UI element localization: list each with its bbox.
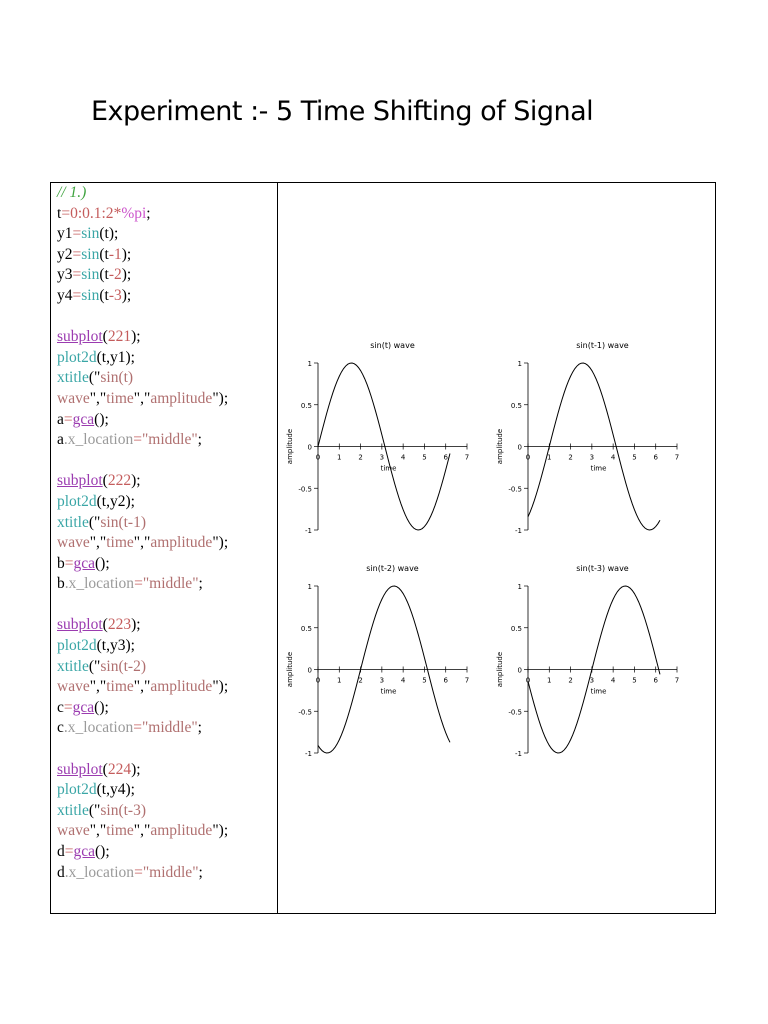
code-token: t,y3 — [101, 637, 126, 655]
x-tick-label: 3 — [589, 676, 595, 685]
code-line-plot2d — [57, 780, 275, 801]
code-token: ( — [96, 492, 102, 510]
code-token: xtitle — [57, 801, 89, 819]
code-line-subplot — [57, 760, 275, 781]
code-token: subplot — [57, 616, 103, 634]
code-token: -3 — [108, 286, 122, 304]
code-token: b — [57, 554, 65, 572]
x-tick-label: 2 — [568, 676, 573, 685]
code-token: ( — [96, 348, 102, 366]
code-token: .x_location — [64, 863, 135, 881]
y-tick-label: 1 — [307, 360, 312, 368]
table-divider — [277, 182, 278, 914]
code-line-plot2d — [57, 348, 275, 369]
y-tick-label: -1 — [515, 527, 522, 535]
code-token: c — [57, 719, 64, 737]
code-token: t — [104, 286, 109, 304]
code-token: a — [57, 410, 64, 428]
x-tick-label: 7 — [464, 453, 470, 462]
code-token: ); — [121, 286, 132, 304]
code-token: = — [63, 410, 73, 428]
code-token: = — [134, 575, 143, 593]
x-tick-label: 3 — [379, 453, 385, 462]
y-tick-label: -0.5 — [508, 485, 522, 494]
code-token: = — [61, 204, 71, 222]
y-tick-label: 1 — [307, 583, 312, 591]
code-line-subplot — [57, 327, 275, 348]
code-token: sin(t-3) — [100, 801, 146, 819]
code-token: = — [63, 698, 73, 716]
code-token: subplot — [57, 472, 103, 490]
code-token: a — [57, 431, 64, 449]
chart-title: sin(t-3) wave — [576, 564, 629, 573]
x-tick-label: 4 — [400, 453, 406, 462]
code-token: y4 — [57, 286, 73, 304]
y-tick-label: -1 — [305, 750, 312, 758]
code-line-xtitle-cont — [57, 821, 275, 842]
y-axis-label: amplitude — [496, 428, 504, 465]
code-token: y1 — [57, 225, 73, 243]
code-token: (" — [88, 801, 101, 819]
code-token: "middle" — [141, 719, 198, 737]
code-line-xtitle-cont — [57, 677, 275, 698]
code-token: -1 — [108, 245, 122, 263]
code-token: (); — [95, 843, 110, 860]
code-token: .x_location — [64, 575, 135, 593]
y-tick-label: 1 — [517, 583, 522, 591]
x-tick-label: 0 — [525, 676, 531, 685]
code-token: sin — [81, 245, 100, 263]
code-token: ; — [197, 431, 202, 449]
code-token: plot2d — [57, 781, 97, 799]
chart-title: sin(t) wave — [370, 341, 415, 350]
code-token: ; — [198, 863, 203, 881]
code-token: 221 — [107, 328, 132, 346]
code-blank — [57, 451, 275, 472]
code-token: (); — [94, 410, 109, 428]
code-line-xtitle — [57, 801, 275, 822]
code-token: .x_location — [63, 719, 134, 737]
page-title: Experiment :- 5 Time Shifting of Signal — [91, 96, 594, 127]
code-token: ( — [99, 286, 105, 304]
code-token: sin — [81, 225, 100, 243]
code-token: .x_location — [63, 431, 134, 449]
code-token: wave — [57, 534, 90, 552]
code-line-plot2d — [57, 636, 275, 657]
code-line-t — [57, 204, 275, 225]
code-blank — [57, 739, 275, 760]
x-tick-label: 7 — [464, 676, 470, 685]
code-line-gca — [57, 410, 275, 431]
code-token: subplot — [57, 760, 103, 778]
code-token: (); — [95, 554, 110, 572]
code-token: t — [57, 204, 62, 222]
code-line-xloc — [57, 430, 275, 451]
code-token: // 1.) — [57, 184, 87, 201]
code-token: ); — [131, 616, 141, 634]
code-blank — [57, 595, 275, 616]
x-tick-label: 0 — [315, 453, 321, 462]
y-tick-label: 0 — [307, 443, 312, 452]
code-token: gca — [73, 554, 96, 572]
code-token: c — [57, 698, 64, 716]
code-line-xloc — [57, 718, 275, 739]
x-tick-label: 5 — [422, 676, 427, 685]
code-token: "middle" — [142, 575, 199, 593]
y-tick-label: 0.5 — [300, 624, 312, 633]
code-token: wave — [57, 678, 90, 696]
code-line-gca — [57, 698, 275, 719]
code-token: time — [106, 534, 134, 552]
code-token: ( — [102, 472, 108, 490]
code-token: t — [104, 266, 109, 284]
code-token: 222 — [107, 472, 132, 490]
y-axis-label: amplitude — [286, 651, 294, 688]
x-axis-label: time — [380, 464, 397, 473]
code-token: "," — [133, 534, 151, 552]
code-token: sin(t-2) — [100, 657, 146, 675]
chart-panel — [496, 341, 679, 535]
code-token: (" — [88, 657, 101, 675]
code-token: = — [133, 431, 142, 449]
code-token: sin(t-1) — [100, 513, 146, 531]
code-line-gca — [57, 554, 275, 575]
code-line-xtitle-cont — [57, 389, 275, 410]
x-tick-label: 5 — [422, 453, 427, 462]
code-token: "," — [133, 822, 151, 840]
code-line-xtitle — [57, 368, 275, 389]
x-tick-label: 4 — [610, 676, 616, 685]
code-token: "," — [133, 678, 151, 696]
code-line-subplot — [57, 471, 275, 492]
code-line-gca — [57, 842, 275, 863]
code-token: wave — [57, 822, 90, 840]
y-tick-label: -0.5 — [298, 485, 312, 494]
x-axis-label: time — [590, 687, 607, 696]
code-token: ); — [121, 266, 132, 284]
code-token: "); — [212, 678, 229, 696]
x-tick-label: 6 — [653, 453, 658, 462]
code-token: = — [133, 719, 142, 737]
code-token: ( — [99, 266, 105, 284]
code-token: "middle" — [141, 431, 198, 449]
code-token: "); — [212, 822, 229, 840]
x-tick-label: 0 — [315, 676, 321, 685]
code-line-y2 — [57, 245, 275, 266]
code-line-xloc — [57, 863, 275, 884]
y-tick-label: -1 — [305, 527, 312, 535]
code-token: wave — [57, 389, 90, 407]
x-tick-label: 6 — [653, 676, 658, 685]
code-token: ); — [125, 781, 135, 799]
code-token: ); — [131, 472, 141, 490]
code-line-xtitle — [57, 513, 275, 534]
y-tick-label: -1 — [515, 750, 522, 758]
x-tick-label: 7 — [674, 676, 680, 685]
code-token: t — [104, 245, 109, 263]
x-tick-label: 5 — [632, 676, 637, 685]
code-token: ( — [102, 616, 108, 634]
code-token: time — [106, 678, 134, 696]
y-tick-label: 0 — [517, 666, 522, 675]
code-token: b — [57, 575, 65, 593]
x-tick-label: 2 — [358, 676, 363, 685]
code-token: ; — [198, 575, 203, 593]
code-token: 0:0.1:2 — [70, 204, 114, 222]
x-tick-label: 4 — [610, 453, 616, 462]
chart-panel — [496, 564, 679, 758]
y-tick-label: 0.5 — [510, 624, 522, 633]
code-token: "); — [212, 534, 229, 552]
y-tick-label: 0 — [517, 443, 522, 452]
code-token: ); — [131, 760, 141, 778]
code-token: xtitle — [57, 657, 89, 675]
code-token: ( — [102, 328, 108, 346]
code-line-y3 — [57, 265, 275, 286]
code-token: sin — [81, 266, 100, 284]
y-axis-label: amplitude — [286, 428, 294, 465]
code-token: d — [57, 863, 65, 881]
code-token: = — [64, 843, 74, 860]
code-line-xloc — [57, 574, 275, 595]
x-tick-label: 7 — [674, 453, 680, 462]
code-token: ); — [131, 328, 141, 346]
code-token: amplitude — [150, 389, 213, 407]
code-token: = — [72, 266, 82, 284]
code-token: * — [113, 204, 122, 222]
code-token: "," — [89, 678, 107, 696]
code-token: ); — [121, 245, 132, 263]
code-line-xtitle — [57, 657, 275, 678]
code-token: xtitle — [57, 513, 89, 531]
code-listing — [57, 183, 275, 883]
code-token: ( — [96, 781, 102, 799]
code-token: = — [134, 863, 143, 881]
code-token: ); — [125, 492, 135, 510]
code-token: t — [104, 225, 109, 243]
code-token: ( — [96, 637, 102, 655]
code-token: ); — [125, 637, 135, 655]
y-tick-label: 1 — [517, 360, 522, 368]
code-line-subplot — [57, 615, 275, 636]
code-line-comment — [57, 183, 275, 204]
code-token: ); — [125, 348, 135, 366]
code-token: ( — [99, 225, 105, 243]
code-token: ( — [102, 760, 108, 778]
x-tick-label: 6 — [443, 676, 448, 685]
x-tick-label: 1 — [337, 676, 342, 685]
code-token: "," — [89, 534, 107, 552]
y-tick-label: 0.5 — [510, 401, 522, 410]
x-tick-label: 2 — [568, 453, 573, 462]
x-tick-label: 4 — [400, 676, 406, 685]
x-tick-label: 3 — [589, 453, 595, 462]
x-tick-label: 1 — [547, 676, 552, 685]
code-token: gca — [72, 410, 95, 428]
code-token: plot2d — [57, 348, 97, 366]
chart-panel — [286, 564, 469, 758]
y-tick-label: -0.5 — [298, 708, 312, 717]
code-line-xtitle-cont — [57, 533, 275, 554]
code-token: -2 — [108, 266, 122, 284]
x-axis-label: time — [380, 687, 397, 696]
code-token: gca — [73, 843, 96, 860]
code-token: amplitude — [150, 534, 213, 552]
code-token: ; — [146, 204, 151, 222]
x-tick-label: 6 — [443, 453, 448, 462]
code-token: (" — [88, 369, 101, 387]
code-token: y2 — [57, 245, 73, 263]
x-tick-label: 1 — [337, 453, 342, 462]
x-tick-label: 3 — [379, 676, 385, 685]
chart-title: sin(t-2) wave — [366, 564, 419, 573]
chart-title: sin(t-1) wave — [576, 341, 629, 350]
x-tick-label: 0 — [525, 453, 531, 462]
code-token: 224 — [107, 760, 132, 778]
y-tick-label: 0.5 — [300, 401, 312, 410]
code-token: 223 — [107, 616, 132, 634]
code-token: time — [106, 389, 134, 407]
plot-grid — [280, 335, 700, 765]
code-token: time — [106, 822, 134, 840]
code-token: sin(t) — [100, 369, 134, 387]
code-line-plot2d — [57, 492, 275, 513]
code-token: y3 — [57, 266, 73, 284]
code-token: t,y2 — [101, 492, 126, 510]
code-token: d — [57, 843, 65, 860]
code-token: "); — [212, 389, 229, 407]
y-tick-label: -0.5 — [508, 708, 522, 717]
code-token: t,y1 — [101, 348, 126, 366]
code-line-y1 — [57, 224, 275, 245]
x-tick-label: 2 — [358, 453, 363, 462]
code-token: xtitle — [57, 369, 89, 387]
code-token: "," — [133, 389, 151, 407]
code-token: plot2d — [57, 492, 97, 510]
code-token: "middle" — [142, 863, 199, 881]
code-token: = — [72, 245, 82, 263]
x-tick-label: 1 — [547, 453, 552, 462]
code-token: subplot — [57, 328, 103, 346]
code-line-y4 — [57, 286, 275, 307]
code-token: gca — [72, 698, 95, 716]
code-token: amplitude — [150, 678, 213, 696]
code-token: (); — [94, 698, 109, 716]
code-token: ( — [99, 245, 105, 263]
y-axis-label: amplitude — [496, 651, 504, 688]
code-token: amplitude — [150, 822, 213, 840]
code-token: ); — [108, 225, 119, 243]
code-token: = — [72, 286, 82, 304]
code-token: plot2d — [57, 637, 97, 655]
code-token: t,y4 — [101, 781, 126, 799]
code-token: = — [72, 225, 82, 243]
code-token: "," — [89, 389, 107, 407]
chart-panel — [286, 341, 469, 535]
code-token: = — [64, 554, 74, 572]
code-token: %pi — [121, 204, 147, 222]
x-axis-label: time — [590, 464, 607, 473]
code-token: ; — [197, 719, 202, 737]
code-token: "," — [89, 822, 107, 840]
y-tick-label: 0 — [307, 666, 312, 675]
x-tick-label: 5 — [632, 453, 637, 462]
code-blank — [57, 307, 275, 328]
code-token: (" — [88, 513, 101, 531]
code-token: sin — [81, 286, 100, 304]
